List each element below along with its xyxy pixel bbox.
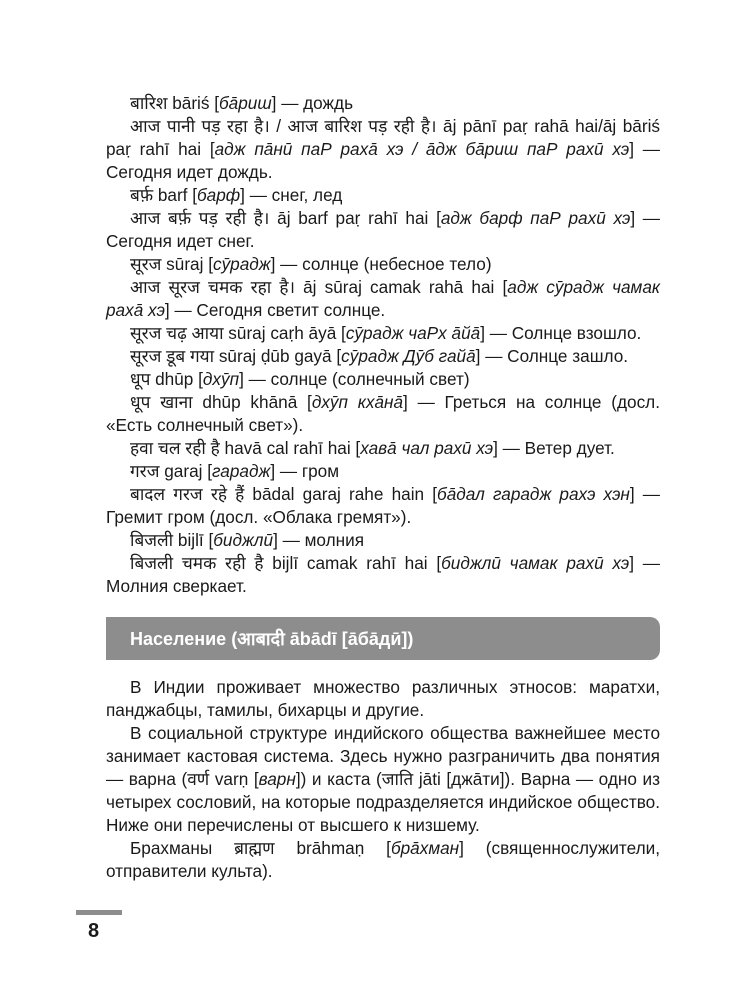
transcription: сӯрадж Дӯб гайā	[341, 346, 476, 366]
paragraph-tail: ] — солнце (солнечный свет)	[239, 369, 470, 389]
paragraph	[106, 837, 660, 883]
page-number: 8	[88, 920, 100, 942]
transcription: адж сӯрадж чамак рахā хэ	[106, 277, 660, 320]
paragraph-tail: ] — Греться на солнце (досл. «Есть солнечный свет»).	[106, 392, 660, 435]
paragraph-text: बिजली bijlī [	[130, 530, 214, 550]
paragraph	[106, 184, 660, 207]
paragraph-tail: ] — Сегодня идет дождь.	[106, 139, 660, 182]
transcription: биджлӣ чамак рахӣ хэ	[441, 553, 630, 573]
transcription: барф	[197, 185, 241, 205]
transcription: биджлӣ	[213, 530, 274, 550]
transcription: бāдал гарадж рахэ хэн	[437, 484, 630, 504]
vocabulary-list	[106, 92, 660, 598]
paragraph-text: बिजली चमक रही है bijlī camak rahī hai [	[130, 553, 442, 573]
paragraph-text: सूरज चढ़ आया sūraj caṛh āyā [	[130, 323, 346, 343]
paragraph-tail: ] — Солнце зашло.	[475, 346, 629, 366]
paragraph	[106, 529, 660, 552]
paragraph-text: В социальной структуре индийского общества важнейшее место занимает кастовая система. Здесь нужно разграничить два понятия — варна (वर्ण varṇ [	[106, 723, 660, 789]
paragraph	[106, 722, 660, 837]
transcription: гарадж	[212, 461, 271, 481]
paragraph-tail: ] — Молния сверкает.	[106, 553, 660, 596]
paragraph	[106, 460, 660, 483]
paragraph-text: Брахманы ब्राह्मण brāhmaṇ [	[130, 838, 391, 858]
paragraph	[106, 207, 660, 253]
paragraph-text: बर्फ़ barf [	[130, 185, 198, 205]
paragraph	[106, 276, 660, 322]
paragraph-text: धूप खाना dhūp khānā [	[130, 392, 312, 412]
paragraph	[106, 483, 660, 529]
paragraph-tail: ] — Сегодня светит солнце.	[164, 300, 386, 320]
paragraph-tail: ] — снег, лед	[240, 185, 343, 205]
paragraph-tail: ] — гром	[270, 461, 340, 481]
transcription: адж пāнӣ паР рахā хэ / āдж бāриш паР рахӣ хэ	[214, 139, 630, 159]
paragraph	[106, 253, 660, 276]
paragraph-tail: ] — Солнце взошло.	[480, 323, 642, 343]
paragraph	[106, 437, 660, 460]
paragraph-text: हवा चल रही है havā cal rahī hai [	[130, 438, 361, 458]
paragraph-tail: ] — Ветер дует.	[493, 438, 615, 458]
paragraph-text: आज सूरज चमक रहा है। āj sūraj camak rahā hai [	[130, 277, 508, 297]
paragraph	[106, 345, 660, 368]
transcription: хавā чал рахӣ хэ	[360, 438, 494, 458]
page-content	[106, 92, 660, 883]
transcription: бāриш	[219, 93, 272, 113]
paragraph-tail: ] — дождь	[271, 93, 354, 113]
paragraph	[106, 115, 660, 184]
transcription: дхӯп	[202, 369, 240, 389]
paragraph-tail: ]) и каста (जाति jāti [джāти]). Варна — одно из четырех сословий, на которые подразделяется индийское общество. Ниже они перечислены от высшего к низшему.	[106, 769, 661, 835]
section-header	[106, 617, 660, 660]
paragraph-tail: ] — солнце (небесное тело)	[270, 254, 492, 274]
paragraph-text: बादल गरज रहे हैं bādal garaj rahe hain [	[130, 484, 438, 504]
paragraph-text: सूरज sūraj [	[130, 254, 213, 274]
paragraph	[106, 676, 660, 722]
section-text	[106, 676, 660, 883]
transcription: адж барф паР рахӣ хэ	[440, 208, 631, 228]
page-number-bar	[76, 910, 122, 915]
paragraph-tail: ] — Сегодня идет снег.	[106, 208, 660, 251]
transcription: варн	[258, 769, 296, 789]
transcription: дхӯп кхāнā	[311, 392, 404, 412]
paragraph-tail: ] — молния	[273, 530, 365, 550]
paragraph-tail: ] — Гремит гром (досл. «Облака гремят»).	[106, 484, 660, 527]
transcription: сӯрадж	[212, 254, 271, 274]
paragraph-text: सूरज डूब गया sūraj ḍūb gayā [	[130, 346, 342, 366]
paragraph	[106, 92, 660, 115]
paragraph-text: धूप dhūp [	[130, 369, 203, 389]
paragraph-text: आज बर्फ़ पड़ रही है। āj barf paṛ rahī hai [	[130, 208, 441, 228]
paragraph-tail: ] (священнослужители, отправители культа).	[106, 838, 660, 881]
paragraph	[106, 552, 660, 598]
paragraph	[106, 391, 660, 437]
section-header-title: Население (आबादी ābādī [āбāдӣ])	[130, 628, 414, 649]
paragraph-text: आज पानी पड़ रहा है। / आज बारिश पड़ रही है। āj pānī paṛ rahā hai/āj bāriś paṛ rahī hai [	[106, 116, 660, 159]
paragraph	[106, 322, 660, 345]
paragraph-text: बारिश bāriś [	[130, 93, 220, 113]
paragraph-text: В Индии проживает множество различных этносов: маратхи, панджабцы, тамилы, бихарцы и другие.	[106, 677, 660, 720]
transcription: сӯрадж чаРх āйā	[345, 323, 481, 343]
paragraph	[106, 368, 660, 391]
transcription: брāхман	[390, 838, 460, 858]
paragraph-text: गरज garaj [	[130, 461, 213, 481]
